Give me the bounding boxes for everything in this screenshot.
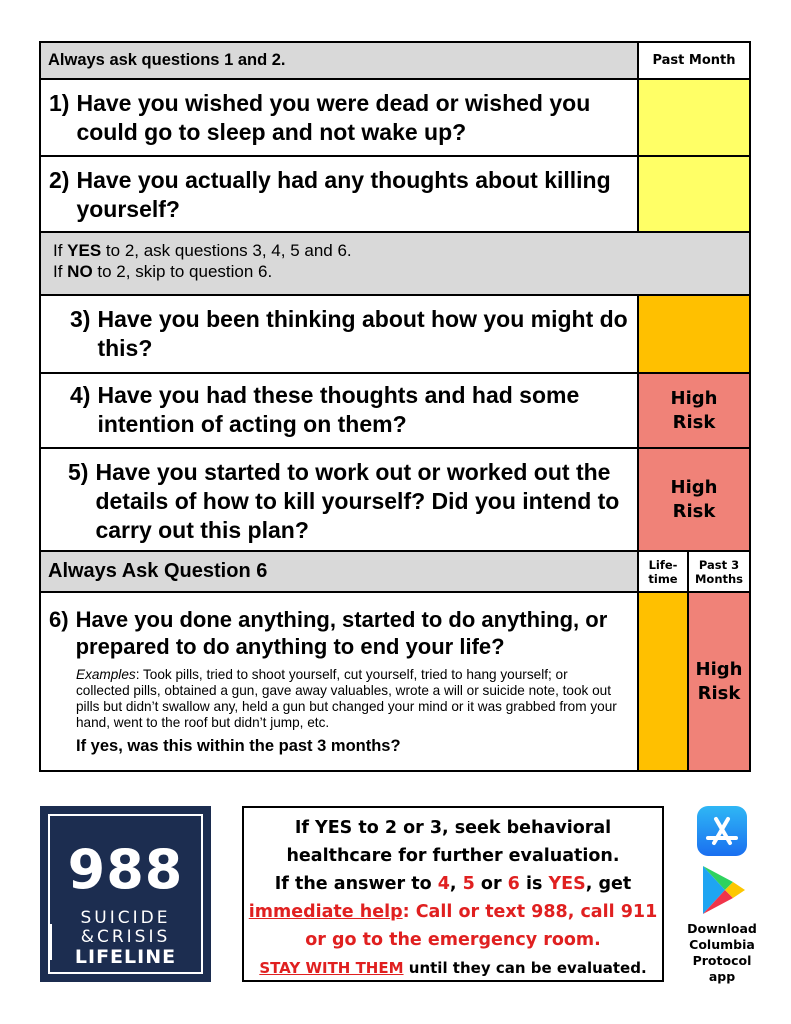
logo-line-1: SUICIDE bbox=[80, 908, 171, 928]
question-6-text: Have you done anything, started to do anything, or prepared to do anything to end your life? bbox=[75, 607, 608, 659]
question-4-row bbox=[41, 372, 749, 447]
immediate-help-link[interactable]: immediate help bbox=[248, 902, 403, 922]
question-2-answer-cell[interactable] bbox=[637, 157, 749, 231]
google-play-icon[interactable] bbox=[699, 864, 747, 916]
screening-table bbox=[39, 41, 751, 772]
question-1-text: Have you wished you were dead or wished you could go to sleep and not wake up? bbox=[76, 90, 591, 145]
stay-with-them-link: STAY WITH THEM bbox=[259, 959, 404, 977]
question-2-text: Have you actually had any thoughts about killing yourself? bbox=[76, 167, 611, 222]
question-6-number: 6) bbox=[49, 607, 69, 632]
question-4-number: 4) bbox=[70, 382, 91, 408]
advice-line-1: If YES to 2 or 3, seek behavioral bbox=[294, 818, 612, 838]
question-5-row bbox=[41, 447, 749, 550]
question-3 bbox=[41, 296, 637, 372]
past-3-months-header: Past 3 Months bbox=[687, 552, 749, 591]
instruction-no: If NO to 2, skip to question 6. bbox=[53, 262, 273, 281]
question-3-number: 3) bbox=[70, 306, 91, 332]
question-4-text: Have you had these thoughts and had some intention of acting on them? bbox=[97, 382, 580, 437]
logo-line-2: &CRISIS bbox=[80, 927, 171, 947]
question-2-row bbox=[41, 155, 749, 231]
risk-label: Risk bbox=[672, 411, 716, 433]
question-6-lifetime-cell[interactable] bbox=[637, 593, 687, 770]
lifetime-header: Life- time bbox=[637, 552, 687, 591]
download-app-label: Download Columbia Protocol app bbox=[687, 921, 757, 984]
high-label: High bbox=[670, 387, 718, 409]
high-label: High bbox=[670, 476, 718, 498]
question-6-row bbox=[41, 591, 749, 770]
question-3-row bbox=[41, 294, 749, 372]
advice-line-3: If the answer to 4, 5 or 6 is YES, get bbox=[274, 874, 632, 894]
question-3-text: Have you been thinking about how you might do this? bbox=[97, 306, 628, 361]
advice-line-2: healthcare for further evaluation. bbox=[286, 846, 620, 866]
advice-line-6: STAY WITH THEM until they can be evaluated. bbox=[259, 959, 647, 977]
question-5-risk-cell[interactable] bbox=[637, 449, 749, 550]
logo-number: 988 bbox=[67, 838, 184, 901]
question-6 bbox=[41, 593, 637, 770]
instruction-yes: If YES to 2, ask questions 3, 4, 5 and 6. bbox=[53, 241, 352, 260]
question-4-risk-cell[interactable] bbox=[637, 374, 749, 447]
action-advice-box bbox=[242, 806, 664, 982]
advice-line-5: or go to the emergency room. bbox=[305, 930, 601, 950]
app-store-icon[interactable] bbox=[697, 806, 747, 856]
skip-instructions bbox=[41, 233, 749, 294]
question-4 bbox=[41, 374, 637, 447]
past-month-header: Past Month bbox=[637, 43, 749, 78]
question-1-answer-cell[interactable] bbox=[637, 80, 749, 155]
high-label: High bbox=[695, 658, 743, 680]
section-6-header-row bbox=[41, 550, 749, 591]
question-6-examples: Examples: Took pills, tried to shoot yourself, cut yourself, tried to hang yourself; or collected pills, obtained a gun, gave away valuables, wrote a will or suicide note, took out pills but didn’t swallow any, held a gun but changed your mind or it was grabbed from your hand, went to the roof but didn’t jump, etc. bbox=[76, 667, 617, 730]
advice-line-4: immediate help: Call or text 988, call 911 bbox=[248, 902, 658, 922]
question-5 bbox=[41, 449, 637, 550]
always-ask-6-header: Always Ask Question 6 bbox=[41, 552, 637, 591]
question-5-number: 5) bbox=[68, 459, 89, 485]
risk-label: Risk bbox=[697, 682, 741, 704]
question-6-past-3-months-cell[interactable] bbox=[687, 593, 749, 770]
question-5-text: Have you started to work out or worked out the details of how to kill yourself? Did you intend to carry out this plan? bbox=[95, 459, 620, 543]
question-1-number: 1) bbox=[49, 90, 70, 116]
question-1-row bbox=[41, 78, 749, 155]
instruction-row bbox=[41, 231, 749, 294]
logo-line-3: LIFELINE bbox=[74, 946, 177, 968]
question-2 bbox=[41, 157, 637, 231]
question-3-answer-cell[interactable] bbox=[637, 296, 749, 372]
header-row bbox=[41, 43, 749, 78]
988-lifeline-logo bbox=[40, 806, 211, 982]
question-2-number: 2) bbox=[49, 167, 70, 193]
question-6-followup: If yes, was this within the past 3 months? bbox=[76, 737, 401, 755]
question-1 bbox=[41, 80, 637, 155]
always-ask-12-header: Always ask questions 1 and 2. bbox=[41, 43, 637, 78]
risk-label: Risk bbox=[672, 500, 716, 522]
